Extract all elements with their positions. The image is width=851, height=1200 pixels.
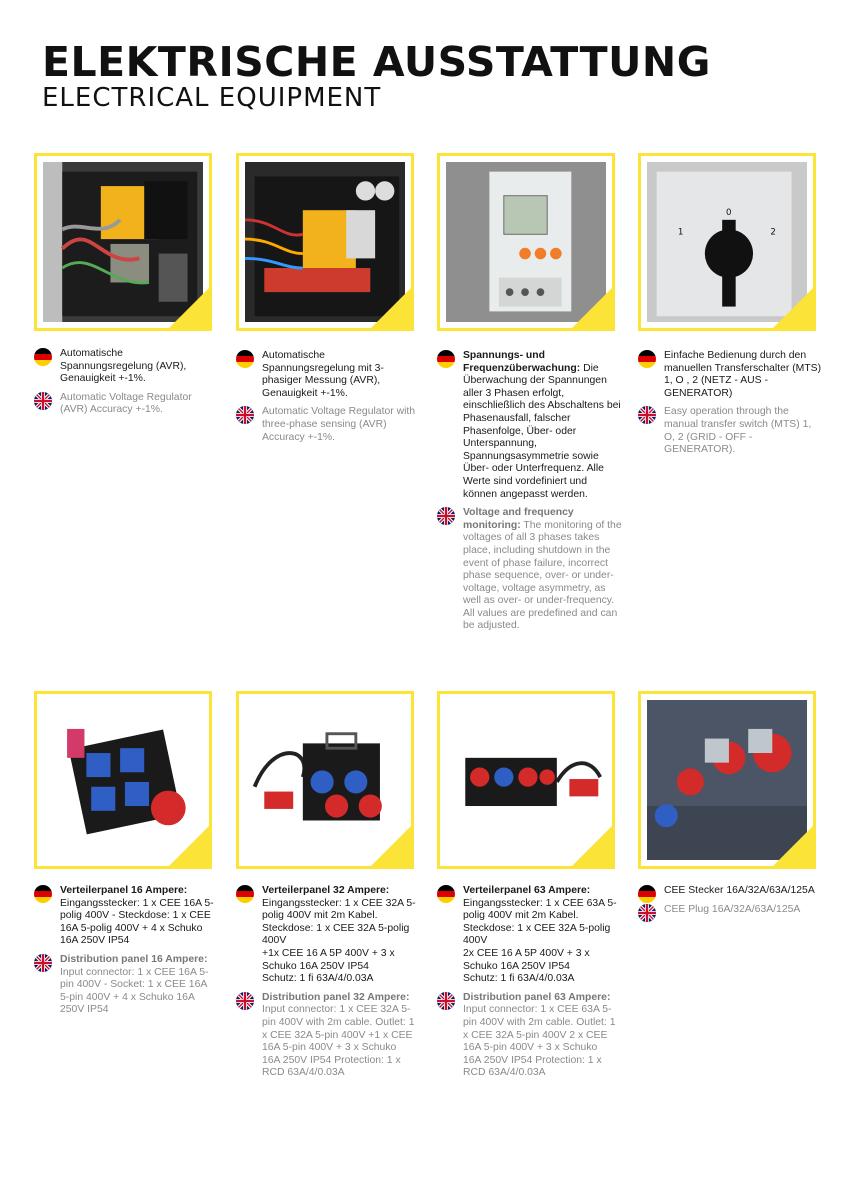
- frame-corner: [169, 826, 209, 866]
- svg-text:2: 2: [770, 227, 776, 238]
- product-image-mts: [638, 153, 816, 331]
- german-flag-icon: [437, 350, 455, 368]
- german-text: Spannungs- und Frequenzüberwachung: Die Überwachung der Spannungen aller 3 Phasen erfolgt, einschließlich des Abschaltens bei Phasenausfall, falscher Phasenfolge, Über- oder Unterspannung, Spannungsasymmetrie sowie Über- oder Unterfrequenz. Alle Werte sind vordefiniert und können angepasst werden.: [437, 350, 622, 501]
- product-desc-cee-plug: [638, 885, 828, 922]
- frame-corner: [572, 288, 612, 328]
- german-text: Verteilerpanel 63 Ampere: Eingangsstecker: 1 x CEE 63A 5-polig 400V mit 2m Kabel. Steckdose: 1 x CEE 32A 5-polig 400V 2x CEE 16 A 5P 400V + 3 x Schuko 16A 250V IP54 Schutz: 1 fi 63A/4/0.03A: [437, 885, 617, 986]
- page-subtitle: ELECTRICAL EQUIPMENT: [42, 83, 382, 113]
- frame-corner: [371, 288, 411, 328]
- german-flag-icon: [236, 885, 254, 903]
- english-text: Distribution panel 16 Ampere: Input connector: 1 x CEE 16A 5-pin 400V - Socket: 1 x CEE 16A 5-pin 400V + 4 x Schuko 16A 250V IP54: [34, 954, 214, 1017]
- product-desc-avr-3phase: [236, 350, 416, 450]
- product-desc-monitor: [437, 350, 622, 639]
- product-image-cee-plug: [638, 691, 816, 869]
- english-text: CEE Plug 16A/32A/63A/125A: [638, 904, 828, 917]
- uk-flag-icon: [236, 992, 254, 1010]
- uk-flag-icon: [638, 406, 656, 424]
- product-image-avr: [34, 153, 212, 331]
- german-flag-icon: [437, 885, 455, 903]
- german-text: Automatische Spannungsregelung (AVR), Genauigkeit +-1%.: [34, 348, 214, 386]
- german-flag-icon: [638, 350, 656, 368]
- german-text: Einfache Bedienung durch den manuellen Transferschalter (MTS) 1, O , 2 (NETZ - AUS - GENERATOR): [638, 350, 823, 400]
- german-flag-icon: [34, 348, 52, 366]
- uk-flag-icon: [437, 507, 455, 525]
- product-image-panel-63a: [437, 691, 615, 869]
- german-flag-icon: [638, 885, 656, 903]
- product-desc-avr: [34, 348, 214, 423]
- svg-text:0: 0: [726, 208, 732, 219]
- product-desc-mts: [638, 350, 823, 463]
- german-text: Automatische Spannungsregelung mit 3-phasiger Messung (AVR), Genauigkeit +-1%.: [236, 350, 416, 400]
- frame-corner: [773, 288, 813, 328]
- english-text: Voltage and frequency monitoring: The monitoring of the voltages of all 3 phases takes place, including shutdown in the event of phase failure, incorrect phase sequence, over- or under-voltage, voltage asymmetry, as well as over- or under-frequency. All values are predefined and can be adjusted.: [437, 507, 622, 633]
- german-text: Verteilerpanel 16 Ampere: Eingangsstecker: 1 x CEE 16A 5-polig 400V - Steckdose: 1 x CEE 16A 5-polig 400V + 4 x Schuko 16A 250V IP54: [34, 885, 214, 948]
- product-desc-panel-32a: [236, 885, 416, 1086]
- product-desc-panel-16a: [34, 885, 214, 1023]
- german-flag-icon: [34, 885, 52, 903]
- german-flag-icon: [236, 350, 254, 368]
- german-text: Verteilerpanel 32 Ampere: Eingangsstecker: 1 x CEE 32A 5-polig 400V mit 2m Kabel. Steckdose: 1 x CEE 32A 5-polig 400V +1x CEE 16 A 5P 400V + 3 x Schuko 16A 250V IP54 Schutz: 1 fi 63A/4/0.03A: [236, 885, 416, 986]
- uk-flag-icon: [34, 392, 52, 410]
- product-desc-panel-63a: [437, 885, 617, 1086]
- frame-corner: [169, 288, 209, 328]
- english-text: Distribution panel 32 Ampere: Input connector: 1 x CEE 32A 5-pin 400V with 2m cable. Outlet: 1 x CEE 32A 5-pin 400V +1 x CEE 16A 5-pin 400V + 3 x Schuko 16A 250V IP54 Protection: 1 x RCD 63A/4/0.03A: [236, 992, 416, 1080]
- uk-flag-icon: [437, 992, 455, 1010]
- german-text: CEE Stecker 16A/32A/63A/125A: [638, 885, 828, 898]
- product-image-monitor: [437, 153, 615, 331]
- uk-flag-icon: [236, 406, 254, 424]
- product-image-avr-3phase: [236, 153, 414, 331]
- svg-text:1: 1: [677, 227, 684, 238]
- frame-corner: [572, 826, 612, 866]
- uk-flag-icon: [34, 954, 52, 972]
- english-text: Automatic Voltage Regulator with three-phase sensing (AVR) Accuracy +-1%.: [236, 406, 416, 444]
- frame-corner: [773, 826, 813, 866]
- english-text: Distribution panel 63 Ampere: Input connector: 1 x CEE 63A 5-pin 400V with 2m cable. Outlet: 1 x CEE 32A 5-pin 400V 2 x CEE 16A 5-pin 400V + 3 x Schuko 16A 250V IP54 Protection: 1 x RCD 63A/4/0.03A: [437, 992, 617, 1080]
- product-image-panel-16a: [34, 691, 212, 869]
- page-title: ELEKTRISCHE AUSSTATTUNG: [42, 38, 711, 86]
- product-image-panel-32a: [236, 691, 414, 869]
- english-text: Easy operation through the manual transfer switch (MTS) 1, O, 2 (GRID - OFF - GENERATOR).: [638, 406, 823, 456]
- english-text: Automatic Voltage Regulator (AVR) Accuracy +-1%.: [34, 392, 214, 417]
- uk-flag-icon: [638, 904, 656, 922]
- frame-corner: [371, 826, 411, 866]
